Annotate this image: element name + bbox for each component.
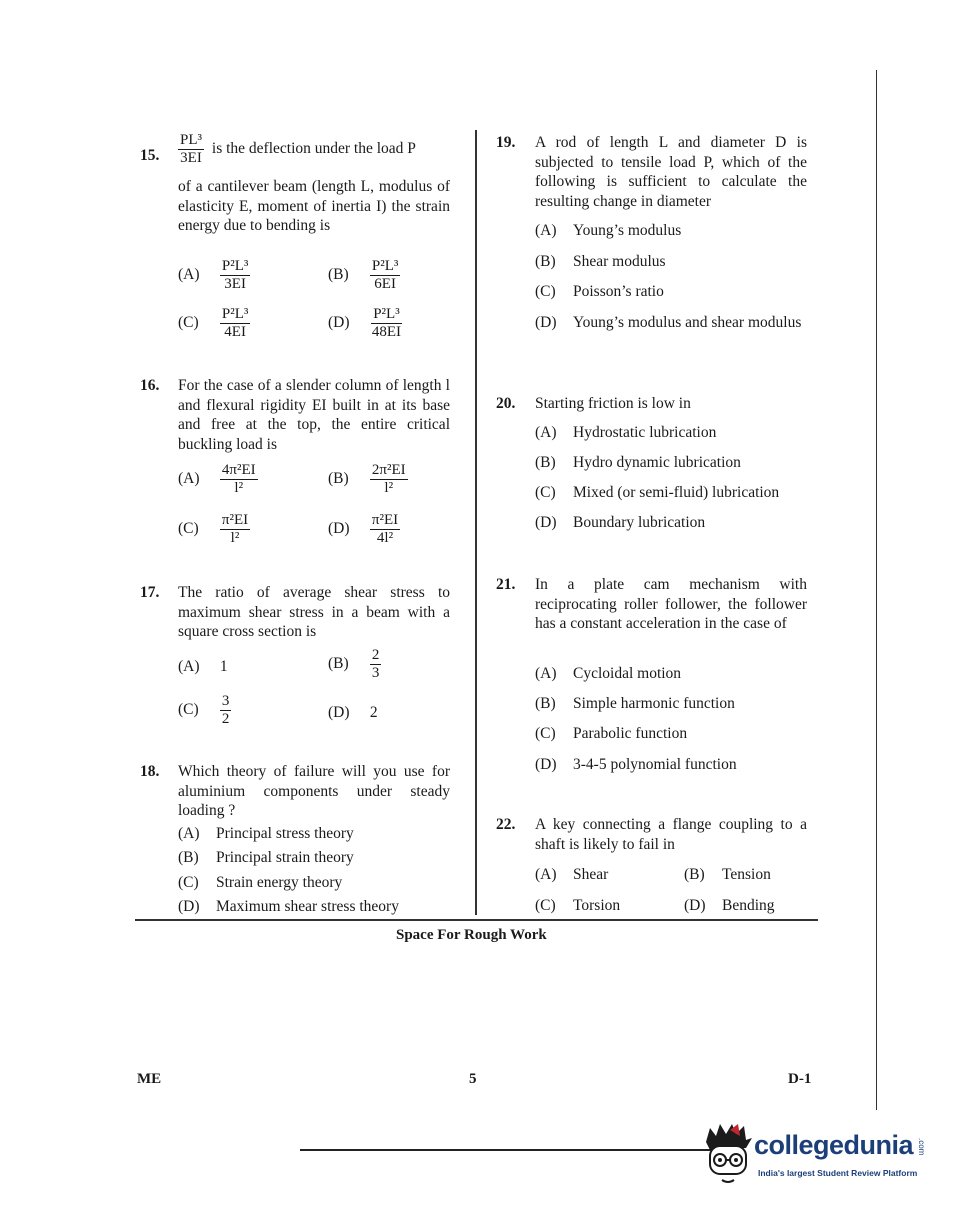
question-stem-line1: is the deflection under the load P xyxy=(211,140,416,158)
option-b: (B) Hydro dynamic lubrication xyxy=(535,454,741,471)
option-c: (C) Torsion xyxy=(535,897,621,914)
logo-tagline: India's largest Student Review Platform xyxy=(758,1168,918,1178)
footer-left: ME xyxy=(137,1071,162,1087)
option-d: (D) Bending xyxy=(684,897,775,914)
logo-rule xyxy=(300,1149,720,1151)
mascot-icon xyxy=(700,1120,756,1188)
question-stem: In a plate cam mechanism with reciprocating roller follower, the follower has a constant acceleration in the case of xyxy=(535,576,807,632)
question-stem: The ratio of average shear stress to maximum shear stress in a beam with a square cross section is xyxy=(178,584,450,640)
question-stem: Which theory of failure will you use for aluminium components under steady loading ? xyxy=(178,763,450,819)
footer-right: D-1 xyxy=(788,1071,812,1087)
option-d: (D) $\frac{\text{P²L³}}{48EI}$ xyxy=(328,306,402,340)
option-b: (B) Simple harmonic function xyxy=(535,695,735,712)
option-b: (B) $\frac{2}{3}$ xyxy=(328,647,380,681)
option-a: (A) Hydrostatic lubrication xyxy=(535,424,717,441)
option-b: (B) Principal strain theory xyxy=(178,849,354,866)
option-c: (C) Parabolic function xyxy=(535,725,688,742)
logo-domain: .com xyxy=(917,1138,926,1156)
question-number: 19. xyxy=(496,134,516,151)
option-d: (D) $\frac{\text{π²EI}}{\text{4l²}}$ xyxy=(328,512,399,546)
option-a: (A) $\frac{\text{4π²EI}}{\text{l²}}$ xyxy=(178,462,256,496)
option-c: (C) Poisson’s ratio xyxy=(535,283,664,300)
question-number: 17. xyxy=(140,584,160,601)
question-stem: A key connecting a flange coupling to a shaft is likely to fail in xyxy=(535,816,807,853)
question-stem: For the case of a slender column of length l and flexural rigidity EI built in at its base and free at the top, the entire critical buckling load is xyxy=(178,377,450,453)
option-a: (A) Principal stress theory xyxy=(178,825,354,842)
deflection-fraction: $\frac{\text{PL³}}{3EI}$ xyxy=(180,132,203,166)
option-b: (B) Shear modulus xyxy=(535,253,666,270)
logo-name: collegedunia xyxy=(754,1130,914,1160)
option-c: (C) $\frac{\text{P²L³}}{4EI}$ xyxy=(178,306,249,340)
question-number: 21. xyxy=(496,576,516,593)
rough-work-heading: Space For Rough Work xyxy=(396,927,547,943)
option-b: (B) $\frac{\text{2π²EI}}{\text{l²}}$ xyxy=(328,462,406,496)
option-c: (C) Mixed (or semi-fluid) lubrication xyxy=(535,484,780,501)
question-stem: A rod of length L and diameter D is subjected to tensile load P, which of the following is sufficient to calculate the resulting change in diameter xyxy=(535,134,807,210)
column-divider xyxy=(475,130,477,915)
option-d: (D) Young’s modulus and shear modulus xyxy=(535,314,802,331)
question-stem: of a cantilever beam (length L, modulus of elasticity E, moment of inertia I) the strain energy due to bending is xyxy=(178,178,450,234)
option-d: (D) Maximum shear stress theory xyxy=(178,898,399,915)
option-a: (A) Shear xyxy=(535,866,609,883)
option-d: (D) Boundary lubrication xyxy=(535,514,706,531)
option-d: (D) 2 xyxy=(328,704,378,721)
question-stem: Starting friction is low in xyxy=(535,395,691,412)
question-number: 18. xyxy=(140,763,160,780)
question-number: 15. xyxy=(140,147,160,164)
option-a: (A) Cycloidal motion xyxy=(535,665,682,682)
option-a: (A) $\frac{\text{P²L³}}{3EI}$ xyxy=(178,258,249,292)
page-number: 5 xyxy=(469,1071,477,1087)
option-c: (C) $\frac{3}{2}$ xyxy=(178,693,230,727)
option-d: (D) 3-4-5 polynomial function xyxy=(535,756,737,773)
bottom-rule xyxy=(135,919,818,921)
page-edge-line xyxy=(876,70,877,1110)
question-number: 22. xyxy=(496,816,516,833)
option-b: (B) $\frac{\text{P²L³}}{6EI}$ xyxy=(328,258,399,292)
option-a: (A) 1 xyxy=(178,658,228,675)
option-c: (C) Strain energy theory xyxy=(178,874,343,891)
option-b: (B) Tension xyxy=(684,866,771,883)
question-number: 20. xyxy=(496,395,516,412)
question-number: 16. xyxy=(140,377,160,394)
option-c: (C) $\frac{\text{π²EI}}{\text{l²}}$ xyxy=(178,512,249,546)
option-a: (A) Young’s modulus xyxy=(535,222,682,239)
